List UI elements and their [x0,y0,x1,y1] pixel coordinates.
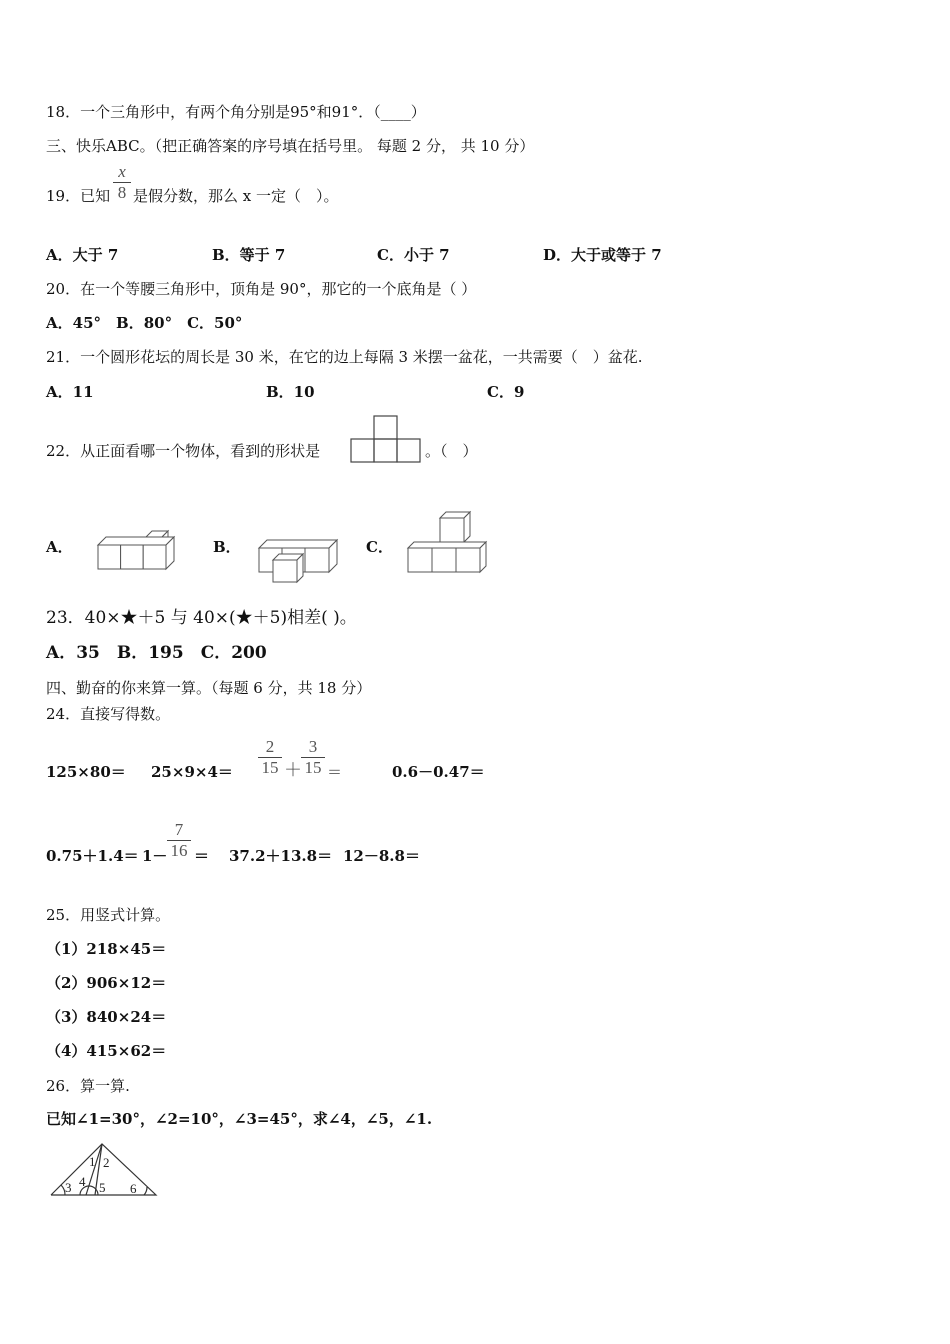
fraction-2-15 [258,738,282,777]
question-24-title: 24．直接写得数。 [46,705,171,723]
vertical-calc-item: （4）415×62＝ [46,1042,167,1060]
vertical-calc-item: （3）840×24＝ [46,1008,167,1026]
triangle-angle-figure [48,1140,160,1200]
question-25-title: 25．用竖式计算。 [46,906,171,924]
vertical-calc-item: （1）218×45＝ [46,940,167,958]
q19-option-a: A．大于 7 [46,246,119,264]
question-19-suffix: 是假分数，那么 x 一定（ ）。 [133,187,339,205]
q19-option-c: C．小于 7 [377,246,450,264]
front-view-shape [350,414,422,464]
fraction-denominator: 8 [117,183,127,202]
fraction-denominator: 16 [170,841,188,860]
equals-sign: ＝ [327,763,343,781]
question-26-title: 26．算一算. [46,1077,130,1095]
angle-label: 6 [130,1181,137,1196]
fraction-numerator: 2 [265,737,275,756]
angle-label: 2 [103,1155,110,1170]
calc-25x9x4: 25×9×4＝ [151,763,233,781]
question-23: 23．40×★＋5 与 40×(★＋5)相差( )。 [46,608,357,628]
calc-0.6-0.47: 0.6－0.47＝ [392,763,485,781]
q21-option-c: C．9 [487,383,525,401]
q22-option-a: A． [46,538,73,556]
question-20: 20．在一个等腰三角形中，顶角是 90°，那它的一个底角是（ ） [46,280,477,298]
question-21: 21．一个圆形花坛的周长是 30 米，在它的边上每隔 3 米摆一盆花，一共需要（ ）盆花. [46,348,643,366]
section-4-title: 四、勤奋的你来算一算。（每题 6 分，共 18 分） [46,679,372,697]
calc-12-8.8: 12－8.8＝ [343,847,420,865]
question-18: 18．一个三角形中，有两个角分别是95°和91°．（____） [46,103,426,121]
q23-options: A．35 B．195 C．200 [46,643,267,663]
calc-37.2+13.8: 37.2＋13.8＝ [229,847,333,865]
question-26-text: 已知∠1=30°，∠2=10°，∠3=45°，求∠4，∠5，∠1. [46,1110,433,1128]
calc-1-minus: 1－ [142,847,168,865]
question-22-prefix: 22．从正面看哪一个物体，看到的形状是 [46,442,321,460]
angle-label: 5 [99,1180,106,1195]
plus-sign: ＋ [284,760,302,781]
calc-0.75+1.4: 0.75＋1.4＝ [46,847,139,865]
q19-option-b: B．等于 7 [212,246,286,264]
q22-option-c: C． [366,538,393,556]
option-a-cubes-figure [92,525,188,575]
fraction-numerator: x [118,162,126,181]
option-b-cubes-figure [255,530,345,584]
equals-sign: ＝ [194,847,210,865]
angle-label: 4 [79,1174,86,1189]
q21-option-b: B．10 [266,383,315,401]
fraction-numerator: 7 [174,820,184,839]
q20-options: A．45° B．80° C．50° [46,314,243,332]
vertical-calc-item: （2）906×12＝ [46,974,167,992]
q22-option-b: B． [213,538,241,556]
option-c-cubes-figure [402,508,490,576]
fraction-3-15 [301,738,325,777]
question-19-prefix: 19．已知 [46,187,111,205]
question-22-suffix: 。（ ） [425,442,478,460]
q21-option-a: A．11 [46,383,94,401]
q19-option-d: D．大于或等于 7 [543,246,662,264]
fraction-numerator: 3 [308,737,318,756]
fraction-7-16 [167,821,191,860]
fraction-denominator: 15 [261,758,279,777]
calc-125x80: 125×80＝ [46,763,126,781]
section-3-title: 三、快乐ABC。（把正确答案的序号填在括号里。 每题 2 分， 共 10 分） [46,137,535,155]
angle-label: 3 [65,1180,72,1195]
fraction-denominator: 15 [304,758,322,777]
angle-label: 1 [89,1154,96,1169]
question-19-fraction [113,163,131,202]
